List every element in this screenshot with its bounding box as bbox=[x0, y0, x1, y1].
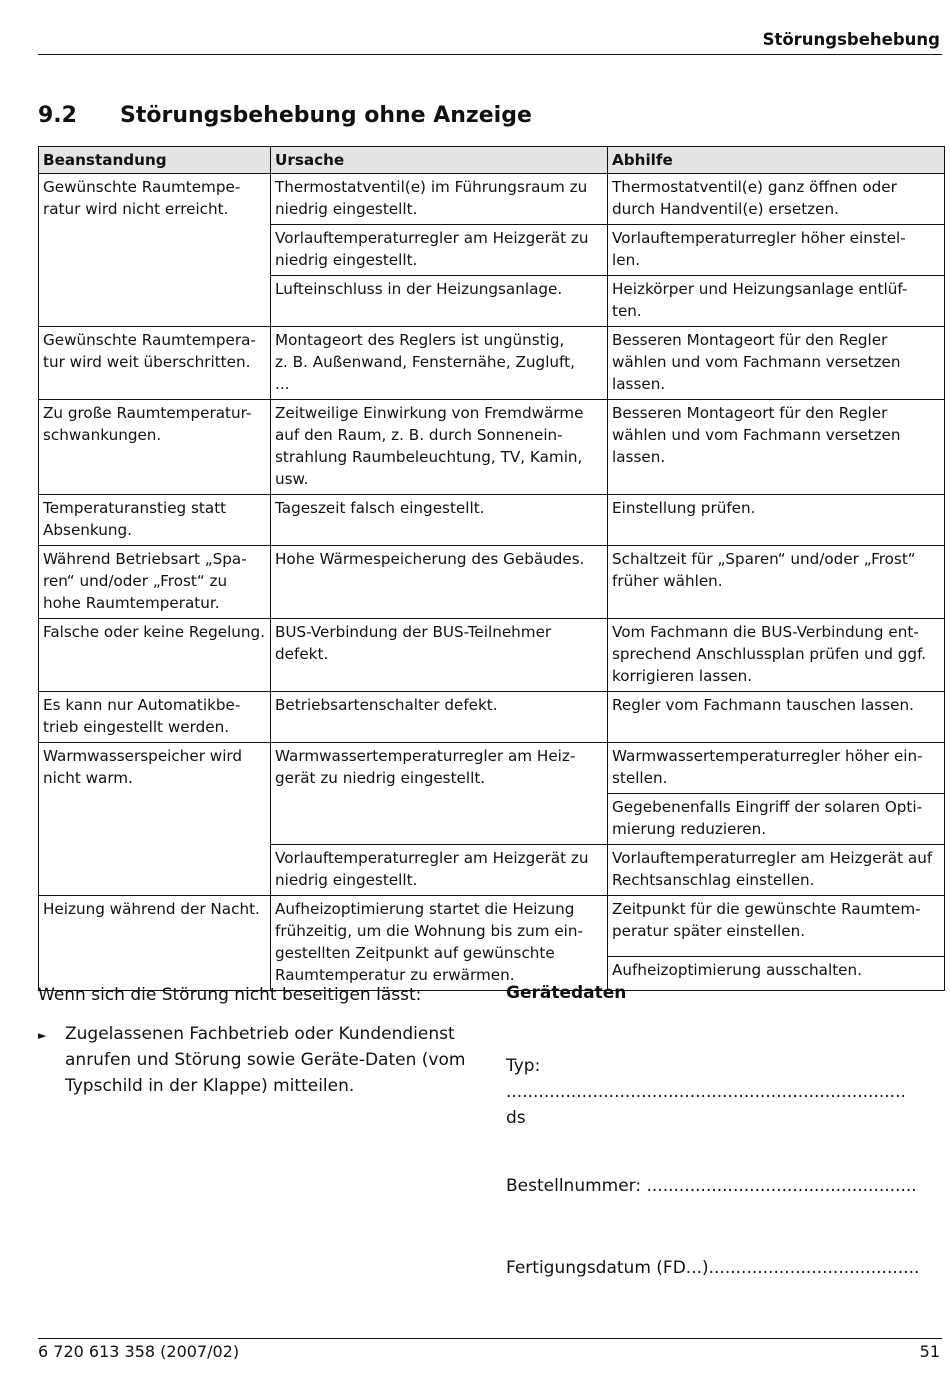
table-row bbox=[39, 546, 945, 619]
table-row bbox=[39, 400, 945, 495]
header-complaint: Beanstandung bbox=[39, 147, 271, 174]
advice-bullet-text: Zugelassenen Fachbetrieb oder Kundendienst anrufen und Störung sowie Geräte-Daten (vom Typschild in der Klappe) mitteilen. bbox=[65, 1024, 466, 1096]
complaint-cell: Warmwasserspeicher wird nicht warm. bbox=[39, 743, 271, 896]
cause-cell: Montageort des Reglers ist ungünstig, z. B. Außenwand, Fensternähe, Zugluft, ... bbox=[271, 327, 608, 400]
complaint-cell: Heizung während der Nacht. bbox=[39, 896, 271, 991]
remedy-cell: Vom Fachmann die BUS-Verbindung ent- sprechend Anschlussplan prüfen und ggf. korrigieren lassen. bbox=[608, 619, 945, 692]
remedy-cell: Regler vom Fachmann tauschen lassen. bbox=[608, 692, 945, 743]
device-data-heading: Gerätedaten bbox=[506, 983, 627, 1003]
table-row bbox=[39, 743, 945, 794]
table-row bbox=[39, 692, 945, 743]
remedy-cell: Heizkörper und Heizungsanlage entlüf- ten. bbox=[608, 276, 945, 327]
cause-cell: Hohe Wärmespeicherung des Gebäudes. bbox=[271, 546, 608, 619]
complaint-cell: Falsche oder keine Regelung. bbox=[39, 619, 271, 692]
order-number-field: Bestellnummer: .................................................. bbox=[506, 1176, 917, 1196]
type-label: Typ: bbox=[506, 1056, 541, 1076]
cause-cell: Tageszeit falsch eingestellt. bbox=[271, 495, 608, 546]
header-rule bbox=[38, 54, 942, 55]
remedy-cell: Zeitpunkt für die gewünschte Raumtem- peratur später einstellen. bbox=[608, 896, 945, 957]
complaint-cell: Es kann nur Automatikbe- trieb eingestellt werden. bbox=[39, 692, 271, 743]
remedy-cell: Aufheizoptimierung ausschalten. bbox=[608, 956, 945, 990]
remedy-cell: Schaltzeit für „Sparen“ und/oder „Frost“ früher wählen. bbox=[608, 546, 945, 619]
fault-table bbox=[38, 146, 945, 991]
table-header-row bbox=[39, 147, 945, 174]
table-row bbox=[39, 619, 945, 692]
advice-intro: Wenn sich die Störung nicht beseitigen lässt: bbox=[38, 985, 422, 1005]
table-row bbox=[39, 327, 945, 400]
type-dotted-line: .......................................................................... bbox=[506, 1082, 906, 1102]
remedy-cell: Warmwassertemperaturregler höher ein- stellen. bbox=[608, 743, 945, 794]
complaint-cell: Zu große Raumtemperatur- schwankungen. bbox=[39, 400, 271, 495]
page-number: 51 bbox=[919, 1342, 940, 1361]
cause-cell: Vorlauftemperaturregler am Heizgerät zu niedrig eingestellt. bbox=[271, 225, 608, 276]
section-title: Störungsbehebung ohne Anzeige bbox=[120, 103, 532, 128]
cause-cell: Lufteinschluss in der Heizungsanlage. bbox=[271, 276, 608, 327]
complaint-cell: Gewünschte Raumtempe- ratur wird nicht erreicht. bbox=[39, 174, 271, 327]
cause-cell: BUS-Verbindung der BUS-Teilnehmer defekt. bbox=[271, 619, 608, 692]
complaint-cell: Während Betriebsart „Spa- ren“ und/oder „Frost“ zu hohe Raumtemperatur. bbox=[39, 546, 271, 619]
document-number: 6 720 613 358 (2007/02) bbox=[38, 1342, 240, 1361]
remedy-cell: Thermostatventil(e) ganz öffnen oder durch Handventil(e) ersetzen. bbox=[608, 174, 945, 225]
section-heading bbox=[38, 103, 532, 128]
remedy-cell: Vorlauftemperaturregler am Heizgerät auf Rechtsanschlag einstellen. bbox=[608, 845, 945, 896]
production-date-field: Fertigungsdatum (FD...)....................................... bbox=[506, 1258, 920, 1278]
ds-label: ds bbox=[506, 1108, 526, 1128]
cause-cell: Betriebsartenschalter defekt. bbox=[271, 692, 608, 743]
section-number: 9.2 bbox=[38, 103, 77, 128]
remedy-cell: Vorlauftemperaturregler höher einstel- len. bbox=[608, 225, 945, 276]
table-row bbox=[39, 495, 945, 546]
cause-cell: Warmwassertemperaturregler am Heiz- gerät zu niedrig eingestellt. bbox=[271, 743, 608, 845]
remedy-cell: Besseren Montageort für den Regler wählen und vom Fachmann versetzen lassen. bbox=[608, 400, 945, 495]
advice-bullet bbox=[38, 1021, 478, 1099]
cause-cell: Zeitweilige Einwirkung von Fremdwärme auf den Raum, z. B. durch Sonnenein- strahlung Raumbeleuchtung, TV, Kamin, usw. bbox=[271, 400, 608, 495]
remedy-cell: Besseren Montageort für den Regler wählen und vom Fachmann versetzen lassen. bbox=[608, 327, 945, 400]
complaint-cell: Temperaturanstieg statt Absenkung. bbox=[39, 495, 271, 546]
header-remedy: Abhilfe bbox=[608, 147, 945, 174]
cause-cell: Vorlauftemperaturregler am Heizgerät zu niedrig eingestellt. bbox=[271, 845, 608, 896]
table-row bbox=[39, 896, 945, 957]
remedy-cell: Gegebenenfalls Eingriff der solaren Opti- mierung reduzieren. bbox=[608, 794, 945, 845]
cause-cell: Aufheizoptimierung startet die Heizung frühzeitig, um die Wohnung bis zum ein- gestellten Zeitpunkt auf gewünschte Raumtemperatur zu erwärmen. bbox=[271, 896, 608, 991]
complaint-cell: Gewünschte Raumtempera- tur wird weit überschritten. bbox=[39, 327, 271, 400]
table-row bbox=[39, 174, 945, 225]
remedy-cell: Einstellung prüfen. bbox=[608, 495, 945, 546]
footer-rule bbox=[38, 1338, 942, 1339]
cause-cell: Thermostatventil(e) im Führungsraum zu niedrig eingestellt. bbox=[271, 174, 608, 225]
running-title: Störungsbehebung bbox=[762, 30, 940, 49]
header-cause: Ursache bbox=[271, 147, 608, 174]
bullet-triangle-icon: ► bbox=[38, 1029, 47, 1042]
